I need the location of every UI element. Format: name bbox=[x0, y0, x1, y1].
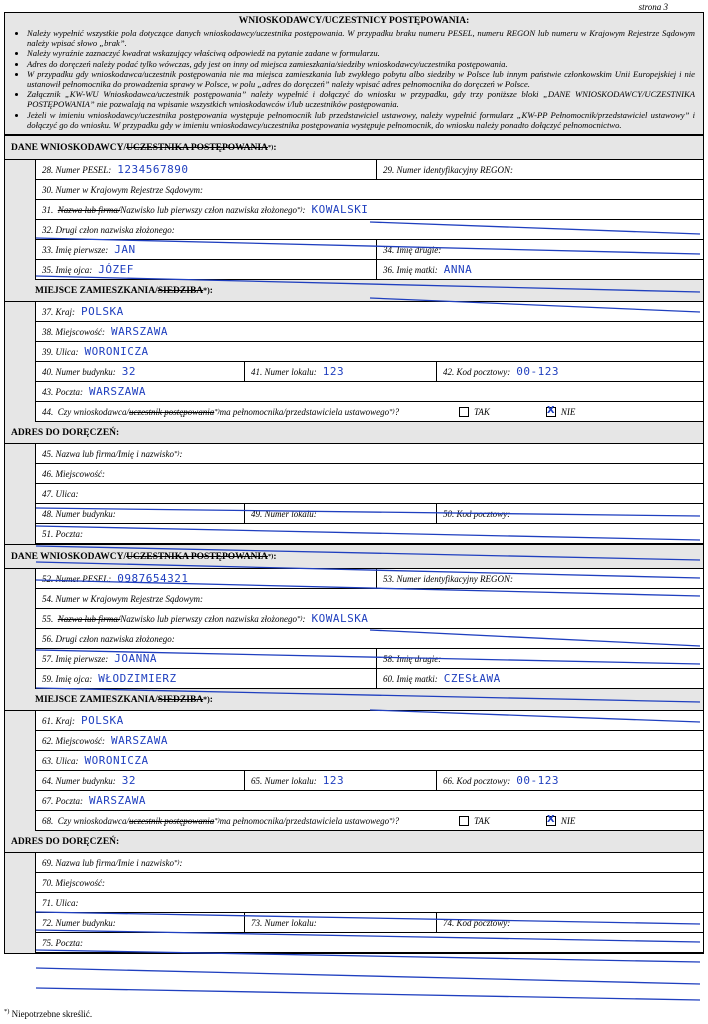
pesel-value: 1234567890 bbox=[117, 163, 189, 177]
form-row bbox=[35, 220, 703, 240]
delivery-street-field[interactable]: 47. Ulica: bbox=[42, 488, 79, 499]
surname-value: KOWALSKA bbox=[311, 612, 369, 626]
applicant-rows bbox=[5, 569, 703, 689]
form-row bbox=[35, 444, 703, 464]
father-name-field[interactable]: 59. Imię ojca: WŁODZIMIERZ bbox=[42, 672, 177, 686]
section-delivery-address: ADRES DO DORĘCZEŃ: bbox=[5, 831, 703, 853]
second-surname-field[interactable]: 56. Drugi człon nazwiska złożonego: bbox=[42, 633, 175, 644]
surname-field[interactable]: 31. Nazwa lub firma/ Nazwisko lub pierwszy człon nazwiska złożonego *) : KOWALSKI bbox=[42, 203, 369, 217]
residence-rows bbox=[5, 302, 703, 422]
form-row bbox=[35, 402, 703, 422]
second-name-field[interactable]: 34. Imię drugie: bbox=[376, 240, 703, 259]
regon-field[interactable]: 53. Numer identyfikacyjny REGON: bbox=[376, 569, 703, 588]
form-row bbox=[35, 669, 703, 689]
tak-checkbox[interactable]: TAK bbox=[459, 816, 490, 826]
postal-code-value: 00-123 bbox=[516, 774, 559, 788]
mother-name-field[interactable]: 36. Imię matki: ANNA bbox=[376, 260, 703, 279]
street-value: WORONICZA bbox=[84, 345, 149, 359]
applicant-block-1 bbox=[5, 135, 703, 544]
delivery-apartment-field[interactable]: 49. Numer lokalu: bbox=[244, 504, 436, 523]
footnote: *) Niepotrzebne skreślić. bbox=[4, 1008, 93, 1019]
instructions-list bbox=[13, 28, 695, 130]
instructions-title: WNIOSKODAWCY/UCZESTNICY POSTĘPOWANIA: bbox=[238, 16, 470, 26]
delivery-name-field[interactable]: 45. Nazwa lub firma/Imię i nazwisko *) : bbox=[42, 448, 183, 459]
section-applicant-data: DANE WNIOSKODAWCY/ UCZESTNIKA POSTĘPOWANIA *) : bbox=[5, 545, 703, 569]
first-name-field[interactable]: 33. Imię pierwsze: JAN bbox=[42, 243, 136, 257]
section-residence: MIEJSCE ZAMIESZKANIA/ SIEDZIBA *) : bbox=[5, 280, 703, 302]
country-field[interactable]: 37. Kraj: POLSKA bbox=[42, 305, 124, 319]
applicant-block-2 bbox=[5, 544, 703, 953]
apartment-number-value: 123 bbox=[322, 774, 345, 788]
city-field[interactable]: 62. Miejscowość: WARSZAWA bbox=[42, 734, 168, 748]
delivery-name-field[interactable]: 69. Nazwa lub firma/Imie i nazwisko *) : bbox=[42, 857, 183, 868]
form-row bbox=[35, 893, 703, 913]
checkbox-icon bbox=[459, 407, 469, 417]
tak-checkbox[interactable]: TAK bbox=[459, 407, 490, 417]
second-surname-field[interactable]: 32. Drugi człon nazwiska złożonego: bbox=[42, 224, 175, 235]
postal-code-value: 00-123 bbox=[516, 365, 559, 379]
apartment-number-value: 123 bbox=[322, 365, 345, 379]
delivery-postal-field[interactable]: 50. Kod pocztowy: bbox=[436, 504, 703, 523]
pen-line bbox=[36, 988, 700, 1000]
residence-rows bbox=[5, 711, 703, 831]
country-value: POLSKA bbox=[81, 305, 124, 319]
form-row bbox=[35, 342, 703, 362]
form-row bbox=[35, 609, 703, 629]
form-row bbox=[35, 322, 703, 342]
mother-name-value: ANNA bbox=[443, 263, 473, 277]
pen-line bbox=[36, 968, 700, 984]
post-office-field[interactable]: 43. Poczta: WARSZAWA bbox=[42, 385, 146, 399]
representative-question: 68. Czy wnioskodawca/ uczestnik postępowania *) ma pełnomocnika/przedstawiciela ustawowego *) ? TAK X NIE bbox=[36, 811, 703, 830]
postal-code-field[interactable]: 66. Kod pocztowy: 00-123 bbox=[436, 771, 703, 790]
mother-name-value: CZESŁAWA bbox=[443, 672, 501, 686]
representative-question: 44. Czy wnioskodawca/ uczestnik postępowania *) ma pełnomocnika/przedstawiciela ustawowego *) ? TAK X NIE bbox=[36, 402, 703, 421]
form-row bbox=[35, 771, 703, 791]
form-row bbox=[35, 362, 703, 382]
krs-field[interactable]: 30. Numer w Krajowym Rejestrze Sądowym: bbox=[42, 184, 203, 195]
post-office-value: WARSZAWA bbox=[89, 794, 146, 808]
section-applicant-data: DANE WNIOSKODAWCY/ UCZESTNIKA POSTĘPOWANIA *) : bbox=[5, 136, 703, 160]
form-row bbox=[35, 160, 703, 180]
form-row bbox=[35, 569, 703, 589]
form-row bbox=[35, 484, 703, 504]
building-number-field[interactable]: 40. Numer budynku: 32 bbox=[42, 365, 136, 379]
apartment-number-field[interactable]: 65. Numer lokalu: 123 bbox=[244, 771, 436, 790]
instruction-item: • Załącznik „KW-WU Wnioskodawca/uczestnik postępowania” należy wypełnić i dołączyć do wniosku w przypadku, gdy trzy poniższe bloki „DANE WNIOSKODAWCY/UCZESTNIKA POSTĘPOWANIA” nie pozwalają na wpisanie wszystkich wnioskodawców i/lub uczestników postępowania. bbox=[27, 89, 695, 109]
country-field[interactable]: 61. Kraj: POLSKA bbox=[42, 714, 124, 728]
delivery-rows bbox=[5, 853, 703, 953]
post-office-value: WARSZAWA bbox=[89, 385, 146, 399]
delivery-city-field[interactable]: 46. Miejscowość: bbox=[42, 468, 105, 479]
form-row bbox=[35, 382, 703, 402]
apartment-number-field[interactable]: 41. Numer lokalu: 123 bbox=[244, 362, 436, 381]
checkbox-checked-icon bbox=[546, 407, 556, 417]
building-number-value: 32 bbox=[121, 774, 136, 788]
page-number: strona 3 bbox=[638, 2, 668, 12]
form-row bbox=[35, 302, 703, 322]
city-value: WARSZAWA bbox=[111, 325, 168, 339]
delivery-building-field[interactable]: 72. Numer budynku: bbox=[42, 917, 116, 928]
nie-checkbox[interactable]: X NIE bbox=[546, 816, 576, 826]
street-value: WORONICZA bbox=[84, 754, 149, 768]
form-row bbox=[35, 933, 703, 953]
city-field[interactable]: 38. Miejscowość: WARSZAWA bbox=[42, 325, 168, 339]
postal-code-field[interactable]: 42. Kod pocztowy: 00-123 bbox=[436, 362, 703, 381]
delivery-post-field[interactable]: 75. Poczta: bbox=[42, 937, 83, 948]
street-field[interactable]: 63. Ulica: WORONICZA bbox=[42, 754, 149, 768]
first-name-value: JAN bbox=[114, 243, 136, 257]
instructions-box bbox=[5, 13, 703, 135]
delivery-street-field[interactable]: 71. Ulica: bbox=[42, 897, 79, 908]
form-row bbox=[35, 464, 703, 484]
instruction-item: • W przypadku gdy wnioskodawca/uczestnik postępowania nie ma miejsca zamieszkania lub zwykłego pobytu albo siedziby w Polsce lub innym państwie członkowskim Unii Europejskiej i nie ustanowił pełnomocnika do prowadzenia sprawy w Polsce, w polu „adres do doręczeń” należy wpisać adres pełnomocnika do doręczeń w Polsce. bbox=[27, 69, 695, 89]
form-row bbox=[35, 711, 703, 731]
second-name-field[interactable]: 58. Imię drugie: bbox=[376, 649, 703, 668]
krs-field[interactable]: 54. Numer w Krajowym Rejestrze Sądowym: bbox=[42, 593, 203, 604]
delivery-post-field[interactable]: 51. Poczta: bbox=[42, 528, 83, 539]
form-row bbox=[35, 853, 703, 873]
form-row bbox=[35, 873, 703, 893]
form-page bbox=[4, 12, 704, 954]
form-row bbox=[35, 913, 703, 933]
section-delivery-address: ADRES DO DORĘCZEŃ: bbox=[5, 422, 703, 444]
applicant-rows bbox=[5, 160, 703, 280]
form-row bbox=[35, 791, 703, 811]
nie-checkbox[interactable]: X NIE bbox=[546, 407, 576, 417]
delivery-building-field[interactable]: 48. Numer budynku: bbox=[42, 508, 116, 519]
delivery-rows bbox=[5, 444, 703, 544]
form-row bbox=[35, 504, 703, 524]
surname-field[interactable]: 55. Nazwa lub firma/ Nazwisko lub pierwszy człon nazwiska złożonego *) : KOWALSKA bbox=[42, 612, 369, 626]
pesel-value: 0987654321 bbox=[117, 572, 189, 586]
instruction-item: • Należy wyraźnie zaznaczyć kwadrat wskazujący właściwą odpowiedź na pytanie zadane w formularzu. bbox=[27, 48, 695, 58]
form-row bbox=[35, 260, 703, 280]
father-name-value: WŁODZIMIERZ bbox=[98, 672, 177, 686]
delivery-apartment-field[interactable]: 73. Numer lokalu: bbox=[244, 913, 436, 932]
regon-field[interactable]: 29. Numer identyfikacyjny REGON: bbox=[376, 160, 703, 179]
street-field[interactable]: 39. Ulica: WORONICZA bbox=[42, 345, 149, 359]
building-number-value: 32 bbox=[121, 365, 136, 379]
form-row bbox=[35, 649, 703, 669]
instruction-item: • Należy wypełnić wszystkie pola dotyczące danych wnioskodawcy/uczestnika postępowania. W przypadku braku numeru PESEL, numeru REGON lub numeru w Krajowym Rejestrze Sądowym należy wpisać słowo „brak”. bbox=[27, 28, 695, 48]
form-row bbox=[35, 629, 703, 649]
instruction-item: • Adres do doręczeń należy podać tylko wówczas, gdy jest on inny od miejsca zamieszkania/siedziby wnioskodawcy/uczestnika postępowania. bbox=[27, 59, 695, 69]
country-value: POLSKA bbox=[81, 714, 124, 728]
pesel-field[interactable]: 28. Numer PESEL: 1234567890 bbox=[42, 163, 189, 177]
section-residence: MIEJSCE ZAMIESZKANIA/ SIEDZIBA *) : bbox=[5, 689, 703, 711]
checkbox-icon bbox=[459, 816, 469, 826]
form-row bbox=[35, 240, 703, 260]
form-row bbox=[35, 200, 703, 220]
form-row bbox=[35, 524, 703, 544]
first-name-value: JOANNA bbox=[114, 652, 157, 666]
pesel-field[interactable]: 52. Numer PESEL: 0987654321 bbox=[42, 572, 189, 586]
form-row bbox=[35, 589, 703, 609]
mother-name-field[interactable]: 60. Imię matki: CZESŁAWA bbox=[376, 669, 703, 688]
form-row bbox=[35, 751, 703, 771]
father-name-field[interactable]: 35. Imię ojca: JÓZEF bbox=[42, 263, 134, 277]
surname-value: KOWALSKI bbox=[311, 203, 369, 217]
form-row bbox=[35, 811, 703, 831]
checkbox-checked-icon bbox=[546, 816, 556, 826]
city-value: WARSZAWA bbox=[111, 734, 168, 748]
instruction-item: • Jeżeli w imieniu wnioskodawcy/uczestnika postępowania występuje pełnomocnik lub przedstawiciel ustawowy, należy wypełnić formularz „KW-PP Pełnomocnik/przedstawiciel ustawowy” i dołączyć go do wniosku. W przypadku gdy w imieniu wnioskodawcy/uczestnika postępowania występuje pełnomocnik, do wniosku należy ponadto dołączyć pełnomocnictwo. bbox=[27, 110, 695, 130]
first-name-field[interactable]: 57. Imię pierwsze: JOANNA bbox=[42, 652, 157, 666]
delivery-city-field[interactable]: 70. Miejscowość: bbox=[42, 877, 105, 888]
form-row bbox=[35, 731, 703, 751]
form-row bbox=[35, 180, 703, 200]
delivery-postal-field[interactable]: 74. Kod pocztowy: bbox=[436, 913, 703, 932]
building-number-field[interactable]: 64. Numer budynku: 32 bbox=[42, 774, 136, 788]
father-name-value: JÓZEF bbox=[98, 263, 134, 277]
post-office-field[interactable]: 67. Poczta: WARSZAWA bbox=[42, 794, 146, 808]
